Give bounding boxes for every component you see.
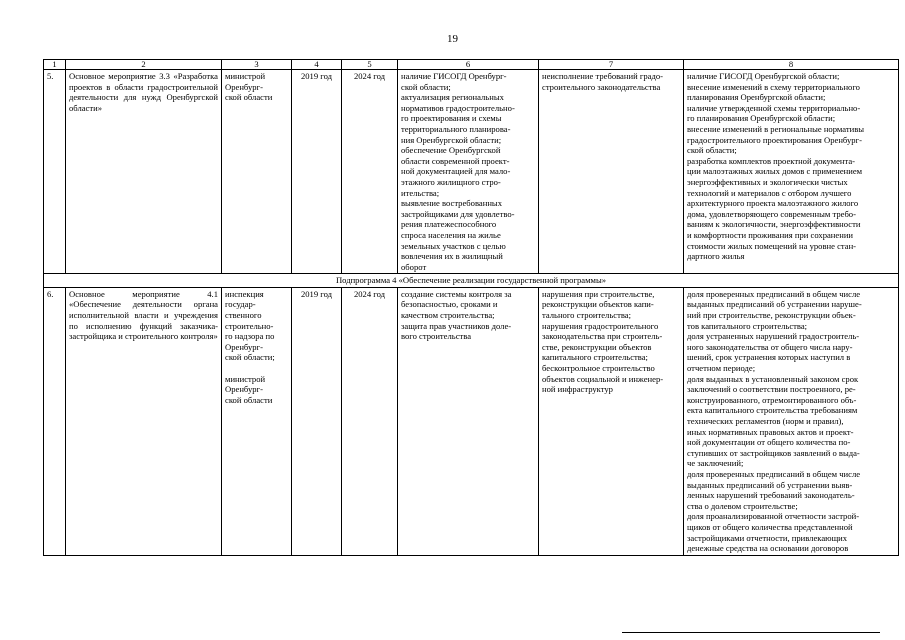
cell-line: щиков от общего количества представленной bbox=[687, 521, 853, 532]
cell-line: ительства; bbox=[401, 187, 440, 198]
cell-line: Оренбург- bbox=[225, 81, 263, 92]
cell-line: капитального строительства; bbox=[542, 352, 648, 363]
header-col-5: 5 bbox=[342, 60, 398, 70]
cell-line: и комфортности проживания при сохранении bbox=[687, 229, 854, 240]
signature-line bbox=[622, 632, 880, 633]
cell-line: нормативов градостроительно- bbox=[401, 102, 515, 113]
cell-line: нарушения при строительстве, bbox=[542, 288, 655, 299]
cell-line: доля проанализированной отчетности застрой- bbox=[687, 511, 860, 522]
cell-line: стве, реконструкции объектов bbox=[542, 341, 652, 352]
cell-line: неисполнение требований градо- bbox=[542, 71, 663, 81]
cell-line: технологий и материалов с отбором лучшего bbox=[687, 187, 852, 198]
header-col-2: 2 bbox=[66, 60, 222, 70]
cell-line: ской области; bbox=[401, 81, 451, 92]
cell-line: строительно- bbox=[225, 320, 274, 331]
cell-line: ской области; bbox=[225, 352, 275, 363]
table-row bbox=[44, 287, 899, 555]
cell-line: создание системы контроля за bbox=[401, 288, 512, 299]
cell-line: территориального планирова- bbox=[401, 123, 511, 134]
cell-line: области современной проект- bbox=[401, 155, 510, 166]
header-row bbox=[44, 60, 899, 70]
cell-line: этажного жилищного стро- bbox=[401, 176, 501, 187]
header-col-7: 7 bbox=[539, 60, 684, 70]
cell-line: планирования Оренбургской области; bbox=[687, 92, 826, 103]
cell-line: министрой bbox=[225, 71, 266, 81]
cell-line: технических регламентов (норм и правил), bbox=[687, 416, 844, 426]
cell-line: доля выданных в установленный законом срок bbox=[687, 373, 859, 384]
cell-line: доля проверенных предписаний в общем числе bbox=[687, 288, 861, 299]
row-number: 5. bbox=[44, 70, 66, 274]
cell-line: разработка комплектов проектной документа- bbox=[687, 155, 856, 166]
cell-line: ции малоэтажных жилых домов с применением bbox=[687, 166, 863, 177]
cell-line: градостроительного проектирования Оренбург- bbox=[687, 134, 862, 145]
start-year-cell: 2019 год bbox=[292, 70, 342, 274]
cell-line: инспекция bbox=[225, 288, 264, 299]
cell-line: тов капитального строительства; bbox=[687, 320, 808, 331]
cell-line: ской области bbox=[225, 92, 273, 103]
cell-line: качеством строительства; bbox=[401, 310, 495, 321]
cell-line: конструированного, отремонтированного объ- bbox=[687, 394, 857, 405]
cell-line: ного законодательства от общего числа нару- bbox=[687, 341, 853, 352]
cell-line: безопасностью, сроками и bbox=[401, 299, 498, 310]
cell-line: оборот bbox=[401, 261, 427, 272]
end-year-cell: 2024 год bbox=[342, 70, 398, 274]
indicators-cell bbox=[684, 287, 899, 555]
cell-line: Оренбург- bbox=[225, 384, 263, 395]
cell-line: вого строительства bbox=[401, 331, 472, 342]
cell-line: государ- bbox=[225, 299, 256, 310]
cell-line: шений, срок устранения которых наступил в bbox=[687, 352, 851, 363]
cell-line: бесконтрольное строительство bbox=[542, 363, 655, 374]
result-cell bbox=[398, 70, 539, 274]
cell-line: министрой bbox=[225, 373, 266, 384]
header-col-6: 6 bbox=[398, 60, 539, 70]
row-number: 6. bbox=[44, 287, 66, 555]
cell-line: выданных предписаний об устранении наруше- bbox=[687, 299, 862, 310]
header-col-4: 4 bbox=[292, 60, 342, 70]
result-cell bbox=[398, 287, 539, 555]
activity-cell: Основное мероприятие 3.3 «Разработка проектов в области градостроительной деятельности для нужд Оренбургской области» bbox=[66, 70, 222, 274]
cell-line: объектов социальной и инженер- bbox=[542, 373, 664, 384]
cell-line bbox=[225, 363, 288, 374]
cell-line: тального строительства; bbox=[542, 310, 631, 321]
cell-line: че заключений; bbox=[687, 458, 744, 469]
cell-line: ной документацией для мало- bbox=[401, 166, 511, 177]
cell-line: рения платежеспособного bbox=[401, 219, 497, 230]
cell-line: защита прав участников доле- bbox=[401, 320, 512, 331]
cell-line: ской области; bbox=[687, 145, 737, 156]
cell-line: ний при строительстве, реконструкции объек- bbox=[687, 310, 856, 321]
consequences-cell bbox=[539, 70, 684, 274]
cell-line: реконструкции объектов капи- bbox=[542, 299, 654, 310]
activity-cell: Основное мероприятие 4.1 «Обеспечение деятельности органа исполнительной власти и учреждения по исполнению функций заказчика-застройщика и строительного контроля» bbox=[66, 287, 222, 555]
cell-line: ния Оренбургской области; bbox=[401, 134, 502, 145]
cell-line: законодательства при строитель- bbox=[542, 331, 663, 342]
cell-line: строительного законодательства bbox=[542, 81, 661, 92]
cell-line: внесение изменений в региональные нормативы bbox=[687, 123, 865, 134]
cell-line: выявление востребованных bbox=[401, 198, 502, 209]
header-col-3: 3 bbox=[222, 60, 292, 70]
cell-line: го надзора по bbox=[225, 331, 275, 342]
cell-line: наличие ГИСОГД Оренбургской области; bbox=[687, 71, 840, 81]
executor-cell bbox=[222, 287, 292, 555]
cell-line: го планирования Оренбургской области; bbox=[687, 113, 836, 124]
cell-line: наличие ГИСОГД Оренбург- bbox=[401, 71, 507, 81]
cell-line: ной документации от общего количества по- bbox=[687, 437, 851, 448]
cell-line: ства о долевом строительстве; bbox=[687, 500, 798, 511]
cell-line: Оренбург- bbox=[225, 341, 263, 352]
cell-line: денежные средства на основании договоров bbox=[687, 543, 849, 554]
cell-line: стоимости жилых помещений на уровне стан- bbox=[687, 240, 857, 251]
cell-line: екта капитального строительства требованиям bbox=[687, 405, 858, 416]
cell-line: наличие утвержденной схемы территориально- bbox=[687, 102, 861, 113]
cell-line: спроса населения на жилье bbox=[401, 229, 501, 240]
cell-line: ственного bbox=[225, 310, 262, 321]
cell-line: го проектирования и схемы bbox=[401, 113, 502, 124]
table-row bbox=[44, 70, 899, 274]
cell-line: актуализация региональных bbox=[401, 92, 504, 103]
cell-line: земельных участков с целью bbox=[401, 240, 506, 251]
cell-line: доля устраненных нарушений градостроитель- bbox=[687, 331, 860, 342]
cell-line: ной инфраструктур bbox=[542, 384, 613, 395]
cell-line: энергоэффективных и экологически чистых bbox=[687, 176, 848, 187]
cell-line: обеспечение Оренбургской bbox=[401, 145, 501, 156]
cell-line: застройщиками для удовлетво- bbox=[401, 208, 515, 219]
cell-line: доля проверенных предписаний в общем числе bbox=[687, 468, 861, 479]
end-year-cell: 2024 год bbox=[342, 287, 398, 555]
cell-line: заключений о соответствии построенного, ре- bbox=[687, 384, 856, 395]
start-year-cell: 2019 год bbox=[292, 287, 342, 555]
indicators-cell bbox=[684, 70, 899, 274]
cell-line: выданных предписаний об устранении выяв- bbox=[687, 479, 853, 490]
cell-line: архитектурного проекта малоэтажного жилого bbox=[687, 198, 859, 209]
page-number: 19 bbox=[447, 33, 458, 45]
subprogram-title: Подпрограмма 4 «Обеспечение реализации государственной программы» bbox=[44, 274, 899, 288]
cell-line: нарушения градостроительного bbox=[542, 320, 659, 331]
cell-line: отчетном периоде; bbox=[687, 363, 756, 374]
cell-line: ленных нарушений требований законодатель- bbox=[687, 490, 855, 501]
cell-line: дартного жилья bbox=[687, 251, 745, 262]
cell-line: ступивших от застройщиков заявлений о выда- bbox=[687, 447, 860, 458]
cell-line: застройщиками отчетности, привлекающих bbox=[687, 532, 848, 543]
executor-cell bbox=[222, 70, 292, 274]
subprogram-row bbox=[44, 274, 899, 288]
cell-line: ской области bbox=[225, 394, 273, 405]
cell-line: дома, удовлетворяющего современным требо- bbox=[687, 208, 856, 219]
header-col-8: 8 bbox=[684, 60, 899, 70]
consequences-cell bbox=[539, 287, 684, 555]
cell-line: вовлечения их в жилищный bbox=[401, 251, 503, 262]
cell-line: иных нормативных правовых актов и проект- bbox=[687, 426, 854, 437]
program-activities-table bbox=[43, 59, 899, 556]
header-col-1: 1 bbox=[44, 60, 66, 70]
cell-line: ваниям к экологичности, энергоэффективности bbox=[687, 219, 861, 230]
cell-line: внесение изменений в схему территориального bbox=[687, 81, 860, 92]
